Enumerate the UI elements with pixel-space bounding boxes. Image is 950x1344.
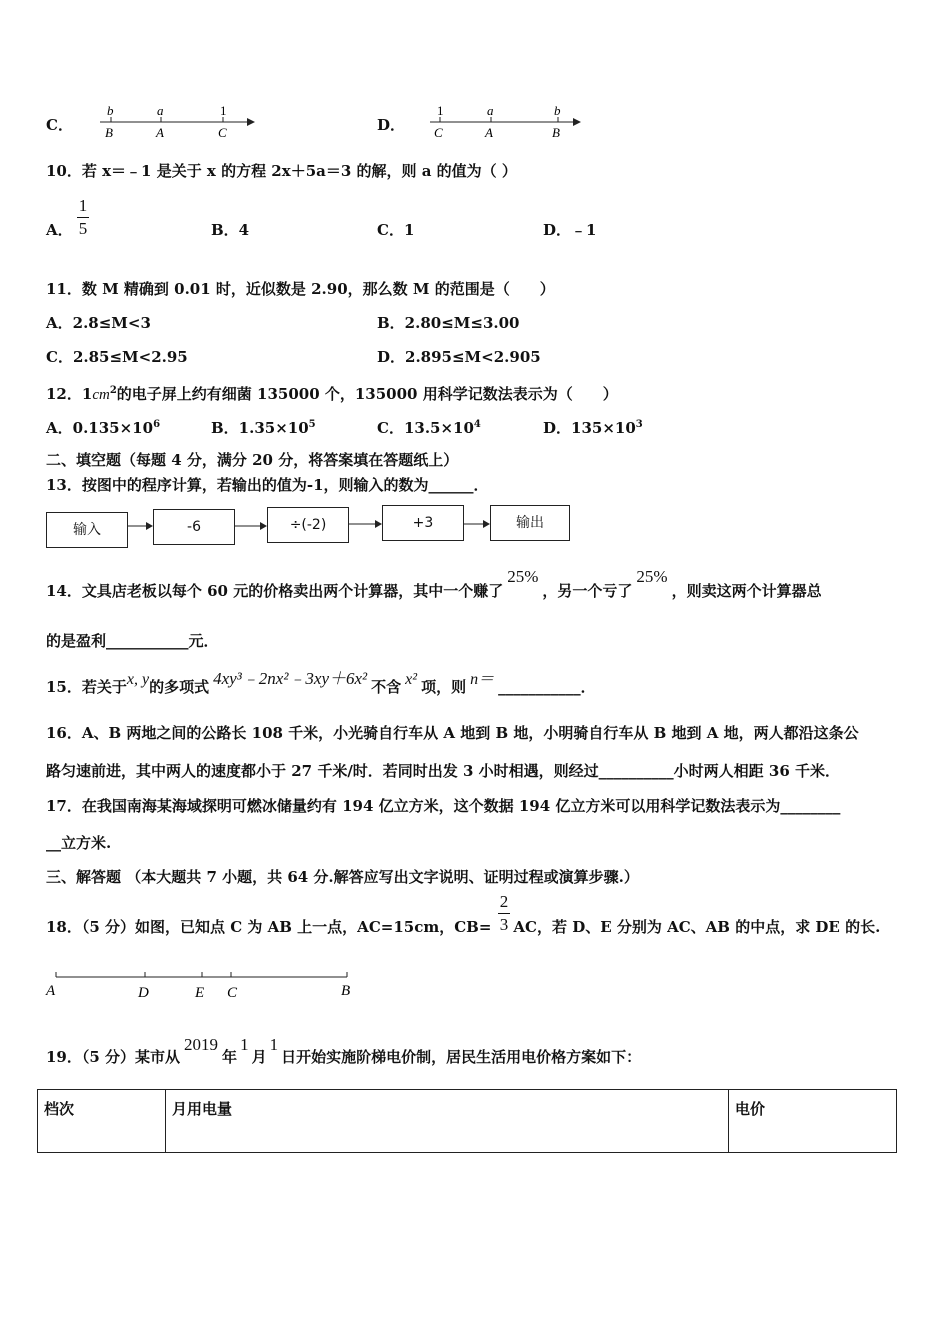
segment-ab-figure [40, 965, 370, 1005]
q15-line: 15．若关于x, y的多项式 4xy³﹣2nx²﹣3xy＋6x² 不含 x² 项，则 n＝ ___________． [46, 669, 596, 696]
d-bot-B: B [552, 125, 560, 140]
option-d-label: D． [377, 116, 406, 134]
q16-line2: 路匀速前进，其中两人的速度都小于 27 千米/时．若同时出发 3 小时相遇，则经过__________小时两人相距 36 千米． [46, 762, 841, 780]
q17-line2: __立方米. [46, 834, 112, 852]
q14-percent-2: 25% [636, 567, 668, 586]
q11-option-b: B．2.80≤M≤3.00 [377, 314, 520, 332]
d-bot-A: A [485, 125, 493, 140]
q12-unit: cm [92, 387, 110, 403]
header-monthly-usage: 月用电量 [166, 1090, 729, 1153]
electricity-price-table [37, 1089, 897, 1153]
q18-frac-den: 3 [499, 915, 509, 934]
q10-frac-num: 1 [78, 196, 88, 215]
q12-option-d: D．$135\times 10^3$ [543, 419, 643, 437]
q14-line1: 14．文具店老板以每个 60 元的价格卖出两个计算器，其中一个赚了25%，另一个亏了25%，则卖这两个计算器总 [46, 567, 822, 600]
q11-option-a: A．2.8≤M<3 [46, 314, 151, 332]
point-C: C [227, 985, 238, 1001]
q11-stem: 11．数 M 精确到 0.01 时，近似数是 2.90，那么数 M 的范围是（ ） [46, 280, 555, 298]
d-bot-C: C [434, 125, 443, 140]
flow-minus6-box: -6 [153, 509, 235, 545]
point-A: A [46, 983, 56, 999]
q10-frac-den: 5 [78, 219, 88, 238]
c-bot-A: A [156, 125, 164, 140]
header-price: 电价 [729, 1090, 897, 1153]
q15-vars: x, y [126, 671, 150, 688]
section-3-heading: 三、解答题 （本大题共 7 小题，共 64 分.解答应写出文字说明、证明过程或演算步骤.） [46, 868, 639, 886]
q19-year: 2019 [184, 1035, 219, 1054]
flow-arrow-2 [260, 522, 267, 530]
flow-arrows [0, 500, 600, 550]
q10-stem: 10．若 x＝﹣1 是关于 x 的方程 2x＋5a＝3 的解，则 a 的值为（ ） [46, 162, 517, 180]
q15-n: n＝ [470, 671, 495, 688]
q12-option-c: C．$13.5\times 10^4$ [377, 419, 481, 437]
d-top-1: 1 [437, 103, 444, 118]
flow-output-box: 输出 [490, 505, 570, 541]
q15-polynomial: 4xy³﹣2nx²﹣3xy＋6x² [213, 669, 368, 688]
flow-divide-box: ÷(-2) [267, 507, 349, 543]
point-D: D [138, 985, 149, 1001]
q10-option-a-label: A． [46, 221, 73, 239]
number-line-c [95, 100, 260, 142]
table-header-row [38, 1090, 897, 1153]
flow-arrow-1 [146, 522, 153, 530]
q12-option-b: B．$1.35\times 10^5$ [211, 419, 316, 437]
q19-day: 1 [269, 1035, 279, 1054]
q18-fraction [495, 892, 513, 935]
q13-stem: 13．按图中的程序计算，若输出的值为-1，则输入的数为______． [46, 476, 489, 494]
option-c-label: C． [46, 116, 73, 134]
d-top-a: a [487, 103, 494, 118]
c-bot-C: C [218, 125, 227, 140]
q16-line1: 16．A、B 两地之间的公路长 108 千米，小光骑自行车从 A 地到 B 地，小明骑自行车从 B 地到 A 地，两人都沿这条公 [46, 724, 859, 742]
flow-arrow-4 [483, 520, 490, 528]
section-2-heading: 二、填空题（每题 4 分，满分 20 分，将答案填在答题纸上） [46, 451, 459, 469]
q10-fraction [75, 196, 91, 239]
q10-option-b: B．4 [211, 221, 250, 239]
q12-stem: 12．$1cm^2$的电子屏上约有细菌 135000 个，135000 用科学记数法表示为（ ） [46, 385, 618, 403]
q14-line2: 的是盈利___________元． [46, 632, 219, 650]
q14-percent-1: 25% [507, 567, 539, 586]
flow-input-box: 输入 [46, 512, 128, 548]
c-bot-B: B [105, 125, 113, 140]
d-top-b: b [554, 103, 561, 118]
header-tier: 档次 [38, 1090, 166, 1153]
q18-frac-num: 2 [499, 892, 509, 911]
q10-option-c: C．1 [377, 221, 415, 239]
flow-arrow-3 [375, 520, 382, 528]
q12-option-a: A．$0.135\times 10^6$ [46, 419, 161, 437]
c-top-1: 1 [220, 103, 227, 118]
q18-line: 18．（5 分）如图，已知点 C 为 AB 上一点，AC=15cm，CB= AC，若 D、E 分别为 AC、AB 的中点，求 DE 的长. [46, 918, 881, 936]
number-line-d [425, 100, 590, 142]
q17-line1: 17．在我国南海某海域探明可燃冰储量约有 194 亿立方米，这个数据 194 亿立方米可以用科学记数法表示为________ [46, 797, 841, 815]
c-top-a: a [157, 103, 164, 118]
q10-option-d: D．﹣1 [543, 221, 597, 239]
q11-option-c: C．2.85≤M<2.95 [46, 348, 188, 366]
point-E: E [195, 985, 205, 1001]
flow-plus3-box: +3 [382, 505, 464, 541]
q15-term: x² [405, 671, 418, 688]
point-B: B [341, 983, 351, 999]
q11-option-d: D．2.895≤M<2.905 [377, 348, 541, 366]
q19-month: 1 [240, 1035, 249, 1054]
c-top-b: b [107, 103, 114, 118]
q19-line: 19．（5 分）某市从2019年1月1日开始实施阶梯电价制，居民生活用电价格方案如下： [46, 1035, 642, 1066]
